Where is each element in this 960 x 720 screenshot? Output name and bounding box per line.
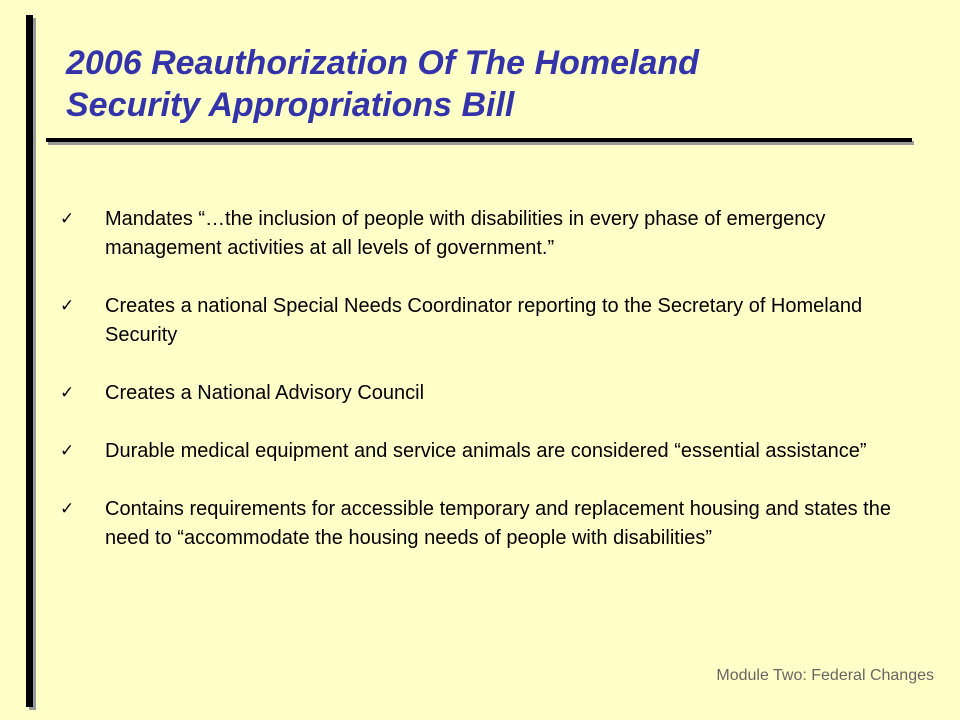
slide-title-line-1: 2006 Reauthorization Of The Homeland — [66, 44, 699, 82]
bullet-text: Durable medical equipment and service animals are considered “essential assistance” — [105, 440, 867, 462]
bullet-list — [60, 205, 910, 582]
bullet-text: Mandates “…the inclusion of people with disabilities in every phase of emergency management activities at all levels of government.” — [105, 208, 826, 259]
slide-title-line-2: Security Appropriations Bill — [66, 86, 515, 124]
checkmark-icon: ✓ — [60, 441, 75, 461]
bullet-item — [60, 292, 910, 350]
bullet-text: Creates a national Special Needs Coordinator reporting to the Secretary of Homeland Security — [105, 295, 863, 346]
checkmark-icon: ✓ — [60, 499, 75, 519]
title-divider — [46, 138, 912, 142]
checkmark-icon: ✓ — [60, 209, 75, 229]
bullet-text: Contains requirements for accessible temporary and replacement housing and states the need to “accommodate the housing needs of people with disabilities” — [105, 498, 891, 549]
footer-module-label: Module Two: Federal Changes — [716, 667, 934, 684]
slide-title — [66, 42, 926, 126]
checkmark-icon: ✓ — [60, 296, 75, 316]
bullet-item — [60, 379, 910, 408]
bullet-item — [60, 495, 910, 553]
bullet-item — [60, 437, 910, 466]
left-vertical-bar — [26, 15, 33, 707]
bullet-item — [60, 205, 910, 263]
checkmark-icon: ✓ — [60, 383, 75, 403]
bullet-text: Creates a National Advisory Council — [105, 382, 425, 404]
